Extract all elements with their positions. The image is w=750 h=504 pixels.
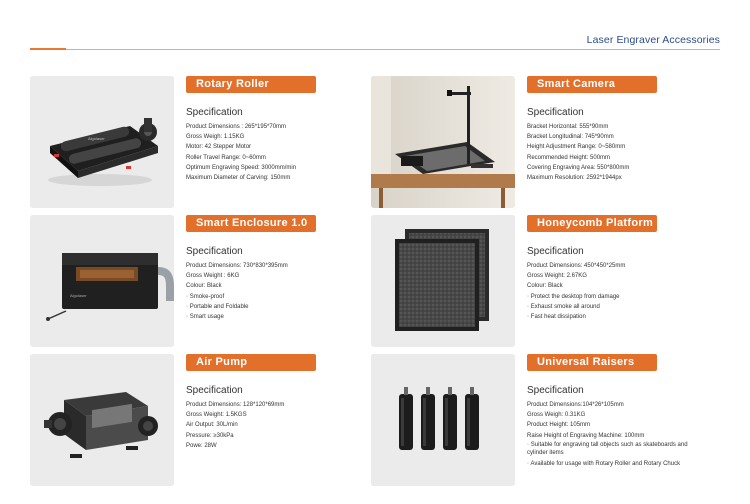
spec-list bbox=[186, 261, 288, 322]
spec-item: Product Height: 105mm bbox=[527, 422, 591, 429]
spec-item: Bracket Horizontal: 555*90mm bbox=[527, 124, 609, 130]
spec-item: Maximum Resolution: 2592*1944px bbox=[527, 175, 622, 182]
spec-heading: Specification bbox=[527, 107, 584, 118]
spec-item: Gross Weight: 1.5KGS bbox=[186, 412, 247, 419]
product-card-rotary-roller bbox=[30, 76, 370, 208]
spec-heading: Specification bbox=[527, 385, 584, 396]
spec-item: Product Dimensions: 450*450*25mm bbox=[527, 263, 626, 269]
spec-list bbox=[527, 122, 629, 183]
universal-raisers-image bbox=[371, 354, 515, 486]
product-card-smart-enclosure bbox=[30, 215, 370, 347]
spec-item: Pressure: ≥30kPa bbox=[186, 432, 234, 439]
feature-list bbox=[186, 292, 288, 323]
spec-item: Powe: 28W bbox=[186, 442, 217, 449]
air-pump-image bbox=[30, 354, 174, 486]
spec-item: Gross Weight : 6KG bbox=[186, 273, 240, 280]
feature-item: ◦ Protect the desktop from damage bbox=[527, 292, 625, 302]
spec-heading: Specification bbox=[186, 385, 243, 396]
header-title: Laser Engraver Accessories bbox=[586, 34, 720, 46]
honeycomb-platform-image bbox=[371, 215, 515, 347]
spec-item: Height Adjustment Range: 0~580mm bbox=[527, 144, 626, 151]
spec-item: Product Dimensions: 730*830*395mm bbox=[186, 263, 288, 269]
product-title-badge: Smart Enclosure 1.0 bbox=[186, 215, 316, 232]
spec-heading: Specification bbox=[186, 246, 243, 257]
spec-item: Product Dimensions:104*26*105mm bbox=[527, 402, 624, 408]
spec-list bbox=[527, 400, 697, 469]
spec-list bbox=[186, 122, 296, 183]
spec-item: Gross Weigh: 0.31KG bbox=[527, 412, 586, 419]
spec-item: Colour: Black bbox=[186, 283, 222, 290]
spec-item: Colour: Black bbox=[527, 283, 563, 290]
spec-list bbox=[186, 400, 284, 451]
smart-enclosure-image bbox=[30, 215, 174, 347]
feature-item: ◦ Suitable for engraving tall objects such as skateboards and cylinder items bbox=[527, 441, 697, 459]
feature-item: ◦ Exhaust smoke all around bbox=[527, 302, 625, 312]
feature-item: ◦ Smoke-proof bbox=[186, 292, 288, 302]
product-title-badge: Honeycomb Platform bbox=[527, 215, 657, 232]
spec-item: Air Output: 30L/min bbox=[186, 422, 238, 429]
spec-item: Motor: 42 Stepper Motor bbox=[186, 144, 252, 151]
spec-item: Product Dimensions : 265*195*70mm bbox=[186, 124, 287, 130]
enclosure-logo: Algolaser bbox=[70, 293, 87, 298]
spec-heading: Specification bbox=[527, 246, 584, 257]
feature-list bbox=[527, 441, 697, 469]
spec-item: Maximum Diameter of Carving: 150mm bbox=[186, 175, 291, 182]
header-rule bbox=[30, 49, 720, 50]
spec-item: Gross Weight: 2.67KG bbox=[527, 273, 587, 280]
spec-item: Optimum Engraving Speed: 3000mm/min bbox=[186, 164, 297, 171]
svg-text:Algolaser: Algolaser bbox=[88, 136, 105, 141]
spec-item: Product Dimensions: 128*120*69mm bbox=[186, 402, 285, 408]
feature-item: ◦ Available for usage with Rotary Roller and Rotary Chuck bbox=[527, 459, 697, 469]
product-title-badge: Universal Raisers bbox=[527, 354, 657, 371]
spec-list bbox=[527, 261, 625, 322]
spec-item: Raise Height of Engraving Machine: 100mm bbox=[527, 432, 645, 439]
product-title-badge: Air Pump bbox=[186, 354, 316, 371]
feature-item: ◦ Portable and Foldable bbox=[186, 302, 288, 312]
product-card-universal-raisers bbox=[371, 354, 711, 486]
feature-list bbox=[527, 292, 625, 323]
header-rule-accent bbox=[30, 48, 66, 50]
product-title-badge: Smart Camera bbox=[527, 76, 657, 93]
rotary-roller-image bbox=[30, 76, 174, 208]
spec-item: Bracket Longitudinal: 745*90mm bbox=[527, 134, 614, 141]
smart-camera-image bbox=[371, 76, 515, 208]
feature-item: ◦ Fast heat dissipation bbox=[527, 312, 625, 322]
spec-heading: Specification bbox=[186, 107, 243, 118]
product-title-badge: Rotary Roller bbox=[186, 76, 316, 93]
feature-item: ◦ Smart usage bbox=[186, 312, 288, 322]
product-card-honeycomb-platform bbox=[371, 215, 711, 347]
spec-item: Recommended Height: 500mm bbox=[527, 154, 611, 161]
spec-item: Covering Engraving Area: 550*800mm bbox=[527, 164, 630, 171]
spec-item: Gross Weigh: 1.15KG bbox=[186, 134, 245, 141]
product-card-smart-camera bbox=[371, 76, 711, 208]
spec-item: Roller Travel Range: 0~60mm bbox=[186, 154, 266, 161]
product-card-air-pump bbox=[30, 354, 370, 486]
